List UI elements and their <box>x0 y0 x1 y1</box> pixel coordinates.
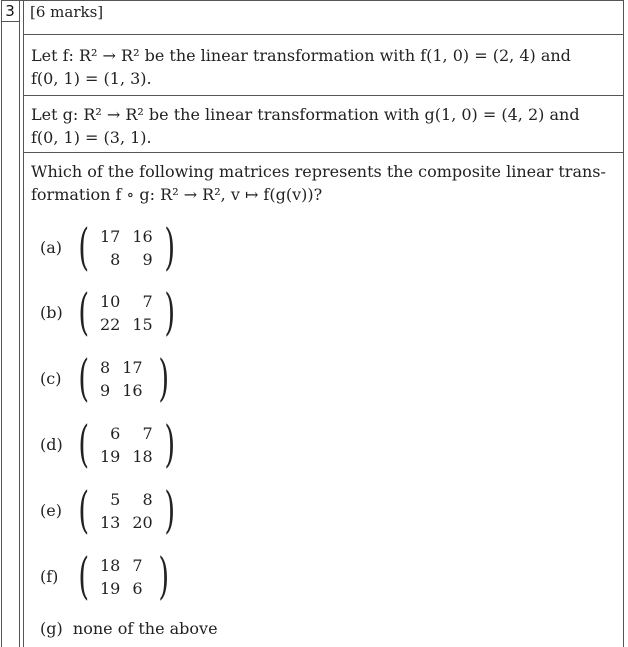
matrix-cell: 15 <box>132 315 153 334</box>
option-label: (f) <box>40 567 59 586</box>
question-number: 3 <box>5 2 15 20</box>
matrix-cell: 8 <box>110 250 121 269</box>
left-paren: ( <box>78 218 90 276</box>
divider-3 <box>23 152 623 153</box>
matrix-cell: 6 <box>110 424 121 443</box>
right-paren: ) <box>164 283 176 341</box>
matrix-cell: 13 <box>100 513 121 532</box>
matrix-cell: 10 <box>100 292 121 311</box>
matrix-cell: 18 <box>100 556 121 575</box>
frame-left-outer <box>1 0 2 647</box>
matrix-cell: 7 <box>142 424 153 443</box>
matrix-cell: 20 <box>132 513 153 532</box>
statement-g-line1: Let g: R² → R² be the linear transformation with g(1, 0) = (4, 2) and <box>31 105 580 124</box>
marks-label: [6 marks] <box>30 3 104 21</box>
frame-left-inner2 <box>23 0 24 647</box>
matrix-cell: 9 <box>142 250 153 269</box>
matrix <box>94 554 149 600</box>
frame-right <box>623 0 624 647</box>
divider-2 <box>23 95 623 96</box>
right-paren: ) <box>164 415 176 473</box>
matrix-cell: 19 <box>100 579 121 598</box>
right-paren: ) <box>164 218 176 276</box>
matrix-cell: 16 <box>122 381 143 400</box>
matrix-cell: 17 <box>100 227 121 246</box>
matrix-cell: 6 <box>132 579 143 598</box>
matrix-cell: 19 <box>100 447 121 466</box>
right-paren: ) <box>158 547 170 605</box>
matrix-cell: 9 <box>100 381 111 400</box>
statement-g-line2: f(0, 1) = (3, 1). <box>31 128 152 147</box>
frame-left-inner1 <box>19 0 20 647</box>
matrix <box>94 290 159 336</box>
left-paren: ( <box>78 547 90 605</box>
matrix-cell: 7 <box>132 556 143 575</box>
left-paren: ( <box>78 349 90 407</box>
matrix <box>94 356 149 402</box>
question-line1: Which of the following matrices represents the composite linear trans- <box>31 162 606 181</box>
left-paren: ( <box>78 415 90 473</box>
statement-f-line1: Let f: R² → R² be the linear transformation with f(1, 0) = (2, 4) and <box>31 46 571 65</box>
option-g-text: none of the above <box>72 619 218 638</box>
matrix <box>94 225 159 271</box>
matrix-cell: 22 <box>100 315 121 334</box>
number-cell-bottom <box>1 21 19 22</box>
left-paren: ( <box>78 481 90 539</box>
option-label: (b) <box>40 303 63 322</box>
matrix-cell: 18 <box>132 447 153 466</box>
matrix <box>94 488 159 534</box>
matrix <box>94 422 159 468</box>
matrix-cell: 7 <box>142 292 153 311</box>
option-label: (d) <box>40 435 63 454</box>
question-line2: formation f ∘ g: R² → R², v ↦ f(g(v))? <box>31 185 323 204</box>
matrix-cell: 17 <box>122 358 143 377</box>
matrix-cell: 8 <box>100 358 111 377</box>
matrix-cell: 16 <box>132 227 153 246</box>
right-paren: ) <box>158 349 170 407</box>
statement-f-line2: f(0, 1) = (1, 3). <box>31 69 152 88</box>
left-paren: ( <box>78 283 90 341</box>
matrix-cell: 8 <box>142 490 153 509</box>
option-label: (e) <box>40 501 62 520</box>
divider-1 <box>23 34 623 35</box>
frame-top <box>1 0 624 1</box>
option-g[interactable] <box>40 619 218 638</box>
option-label: (g) <box>40 619 63 638</box>
right-paren: ) <box>164 481 176 539</box>
option-label: (c) <box>40 369 62 388</box>
matrix-cell: 5 <box>110 490 121 509</box>
option-label: (a) <box>40 238 63 257</box>
